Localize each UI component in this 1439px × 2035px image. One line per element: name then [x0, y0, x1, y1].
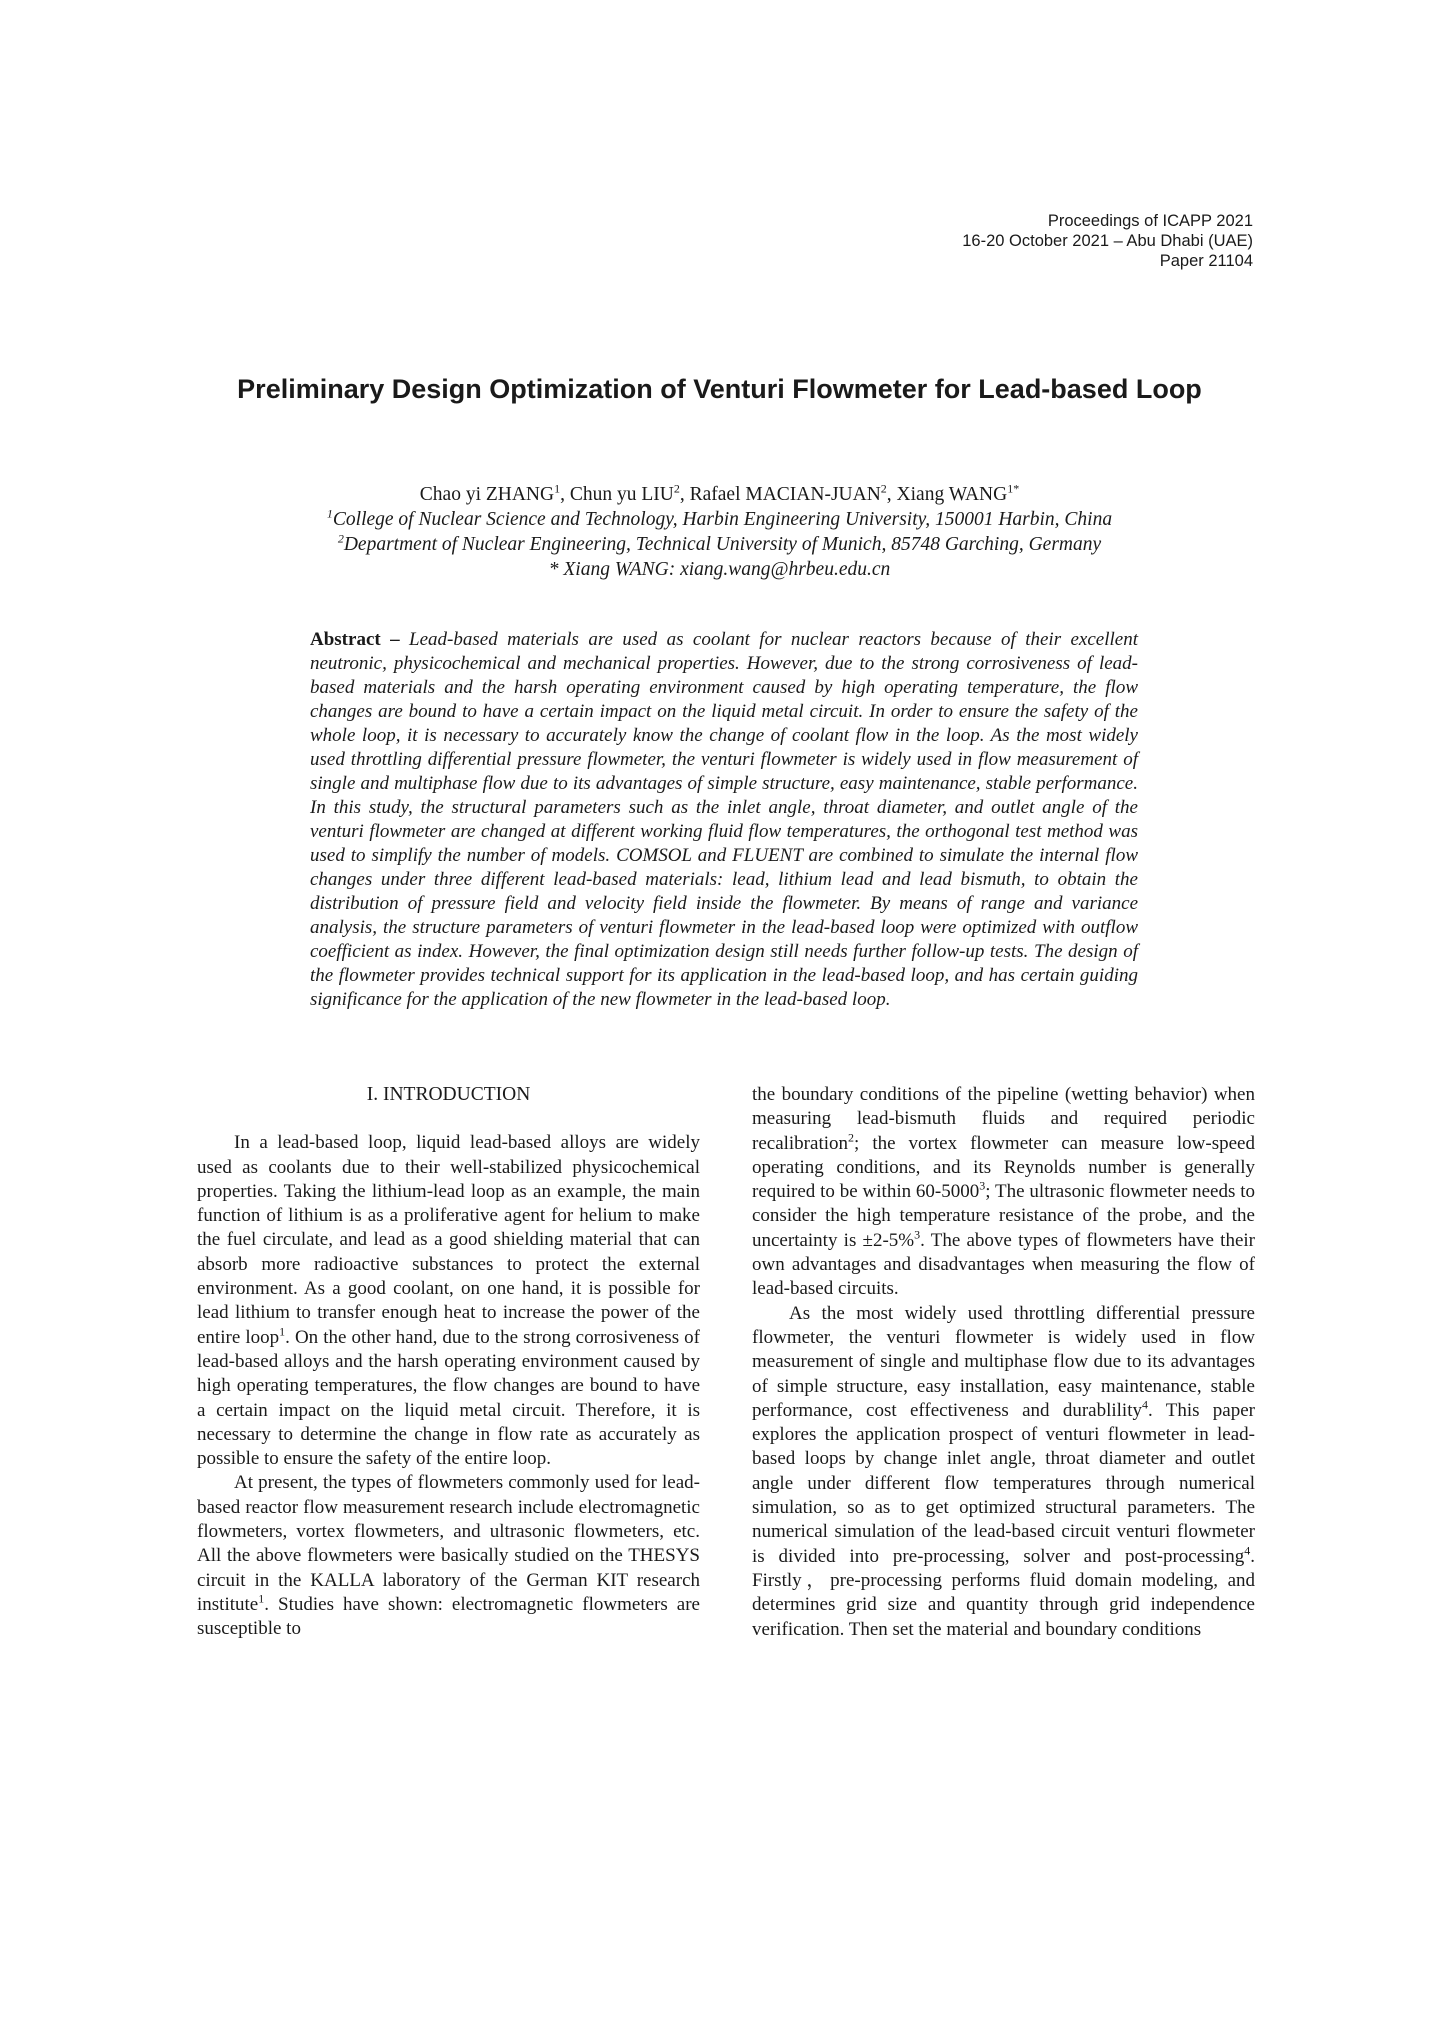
paragraph-text: the boundary conditions of the pipeline (wetting behavior) when measuring lead-bismuth fluids and required periodic recalibration	[752, 1084, 1255, 1154]
citation-mark: 3	[914, 1227, 921, 1242]
citation-mark: 4	[1142, 1397, 1148, 1412]
affiliation-2-text: Department of Nuclear Engineering, Technical University of Munich, 85748 Garching, Germany	[343, 534, 1102, 555]
abstract-text: Lead-based materials are used as coolant for nuclear reactors because of their excellent neutronic, physicochemical and mechanical properties. However, due to the strong corrosiveness of lead-based materials and the harsh operating environment caused by high operating temperature, the flow changes are bound to have a certain impact on the liquid metal circuit. In order to ensure the safety of the whole loop, it is necessary to accurately know the change of coolant flow in the loop. As the most widely used throttling differential pressure flowmeter, the venturi flowmeter is widely used in flow measurement of single and multiphase flow due to its advantages of simple structure, easy maintenance, stable performance. In this study, the structural parameters such as the inlet angle, throat diameter, and outlet angle of the venturi flowmeter are changed at different working fluid flow temperatures, the orthogonal test method was used to simplify the number of models. COMSOL and FLUENT are combined to simulate the internal flow changes under three different lead-based materials: lead, lithium lead and lead bismuth, to obtain the distribution of pressure field and velocity field inside the flowmeter. By means of range and variance analysis, the structure parameters of venturi flowmeter in the lead-based loop were optimized with outflow coefficient as index. However, the final optimization design still needs further follow-up tests. The design of the flowmeter provides technical support for its application in the lead-based loop, and has certain guiding significance for the application of the new flowmeter in the lead-based loop.	[310, 629, 1139, 1010]
author-zhang: Chao yi ZHANG	[419, 484, 555, 505]
paper-title: Preliminary Design Optimization of Venturi Flowmeter for Lead-based Loop	[237, 374, 1202, 404]
abstract-label: Abstract –	[310, 629, 410, 650]
corresponding-author: * Xiang WANG: xiang.wang@hrbeu.edu.cn	[548, 559, 891, 580]
author-affil-mark: 2	[880, 481, 887, 496]
header-line-conference: Proceedings of ICAPP 2021	[1047, 212, 1253, 230]
author-affil-mark: 2	[673, 481, 680, 496]
citation-mark: 1	[279, 1324, 286, 1339]
author-list	[0, 482, 1439, 507]
intro-paragraph-2	[197, 1471, 700, 1641]
author-liu: , Chun yu LIU	[560, 484, 674, 505]
affiliation-2	[0, 532, 1439, 557]
paragraph-text: . The above types of flowmeters have their own advantages and disadvantages when measuring the flow of lead-based circuits.	[752, 1229, 1256, 1300]
author-wang: , Xiang WANG	[886, 484, 1008, 505]
left-column	[197, 1083, 700, 1642]
affiliation-mark: 2	[337, 531, 344, 546]
paragraph-text: At present, the types of flowmeters commonly used for lead-based reactor flow measurement research include electromagnetic flowmeters, vortex flowmeters, and ultrasonic flowmeters, etc. All the above flowmeters were basically studied on the THESYS circuit in the KALLA laboratory of the German KIT research institute	[197, 1472, 700, 1615]
author-affil-mark: 1*	[1007, 481, 1020, 496]
paragraph-text: In a lead-based loop, liquid lead-based alloys are widely used as coolants due to their well-stabilized physicochemical properties. Taking the lithium-lead loop as an example, the main function of lithium is as a proliferative agent for helium to make the fuel circulate, and lead as a good shielding material that can absorb more radioactive substances to protect the external environment. As a good coolant, on one hand, it is possible for lead lithium to transfer enough heat to increase the power of the entire loop	[197, 1132, 700, 1348]
author-macian-juan: , Rafael MACIAN-JUAN	[679, 484, 881, 505]
abstract	[310, 628, 1138, 1012]
paragraph-text: . Firstly，pre-processing performs fluid domain modeling, and determines grid size and quantity through grid independence verification. Then set the material and boundary conditions	[752, 1545, 1255, 1640]
citation-mark: 2	[848, 1130, 855, 1145]
affiliation-1	[0, 507, 1439, 532]
intro-paragraph-2-continued	[752, 1083, 1255, 1302]
citation-mark: 1	[258, 1591, 265, 1606]
proceedings-header	[962, 211, 1253, 271]
author-block	[0, 482, 1439, 582]
intro-paragraph-3	[752, 1302, 1255, 1642]
affiliation-mark: 1	[326, 506, 333, 521]
header-line-date-location: 16-20 October 2021 – Abu Dhabi (UAE)	[962, 232, 1253, 250]
section-heading-introduction: I. INTRODUCTION	[366, 1084, 531, 1105]
paragraph-text: ; The ultrasonic flowmeter needs to consider the high temperature resistance of the probe, and the uncertainty is ±2-5%	[752, 1181, 1255, 1251]
paragraph-text: As the most widely used throttling differential pressure flowmeter, the venturi flowmeter is widely used in flow measurement of single and multiphase flow due to its advantages of simple structure, easy installation, easy maintenance, stable performance, cost effectiveness and durablility	[752, 1302, 1255, 1421]
header-line-paper-number: Paper 21104	[1159, 252, 1253, 270]
intro-paragraph-1	[197, 1131, 700, 1471]
affiliation-1-text: College of Nuclear Science and Technology, Harbin Engineering University, 150001 Harbin, China	[332, 509, 1113, 530]
citation-mark: 3	[979, 1178, 986, 1193]
right-column	[752, 1083, 1255, 1642]
paragraph-text: . On the other hand, due to the strong corrosiveness of lead-based alloys and the harsh operating environment caused by high operating temperatures, the flow changes are bound to have a certain impact on the liquid metal circuit. Therefore, it is necessary to determine the change in flow rate as accurately as possible to ensure the safety of the entire loop.	[197, 1326, 701, 1470]
author-affil-mark: 1	[554, 481, 561, 496]
paragraph-text: ; the vortex flowmeter can measure low-speed operating conditions, and its Reynolds number is generally required to be within 60-5000	[752, 1132, 1255, 1203]
paragraph-text: . Studies have shown: electromagnetic flowmeters are susceptible to	[197, 1593, 700, 1640]
citation-mark: 4	[1244, 1543, 1251, 1558]
paragraph-text: . This paper explores the application prospect of venturi flowmeter in lead-based loops by change inlet angle, throat diameter and outlet angle under different flow temperatures through numerical simulation, so as to get optimized structural parameters. The numerical simulation of the lead-based circuit venturi flowmeter is divided into pre-processing, solver and post-processing	[752, 1399, 1255, 1567]
